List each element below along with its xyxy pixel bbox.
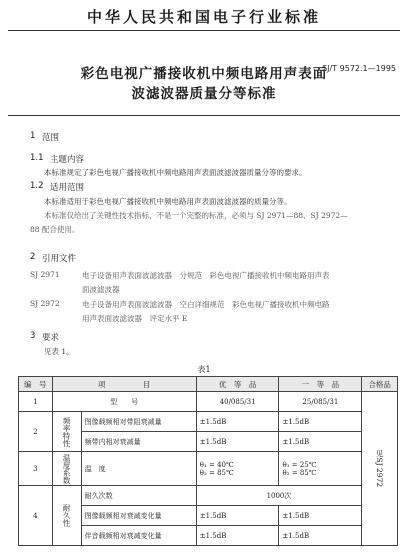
row-4c-first: ±1.5dB <box>279 526 362 546</box>
row-2a-label: 图像载频相对带阻衰减量 <box>81 412 196 432</box>
header-rule <box>8 30 400 31</box>
section-2-number: 2 <box>30 252 36 262</box>
section-1-title: 范围 <box>42 133 60 143</box>
qualified-column-note: 见SJ 2972 <box>362 392 398 546</box>
ref-1-text-2: 面波滤波器 <box>82 285 120 294</box>
section-3-number: 3 <box>30 331 36 341</box>
section-2-title: 引用文件 <box>42 254 77 264</box>
row-4c-premium: ±1.5dB <box>196 526 279 546</box>
row-1-first: 25/085/31 <box>279 392 362 412</box>
row-1-premium: 40/085/31 <box>196 392 279 412</box>
row-2-num: 2 <box>19 412 53 452</box>
header-first: 一 等 品 <box>279 377 362 392</box>
header-num: 编 号 <box>19 377 53 392</box>
row-3-first-line-2: θ₂ = 85℃ <box>282 468 317 477</box>
row-2-group: 频率特性 <box>52 412 81 452</box>
ref-2-text-2: 用声表面波滤波器 评定水平 E <box>82 314 188 323</box>
row-2b-premium: ±1.5dB <box>196 432 279 452</box>
row-4b-label: 图像载频相对衰减变化量 <box>81 506 196 526</box>
row-3-first-line-1: θ₁ = 25℃ <box>282 460 317 469</box>
row-3-group: 温度系数 <box>52 452 81 486</box>
row-2b-first: ±1.5dB <box>279 432 362 452</box>
title-rule <box>8 115 400 116</box>
row-3-premium <box>196 452 279 486</box>
industry-standard-header: 中华人民共和国电子行业标准 <box>86 8 321 26</box>
table-row <box>19 412 398 432</box>
table-caption: 表1 <box>197 365 211 374</box>
row-4-group: 耐久性 <box>52 486 81 546</box>
section-1-1-number: 1.1 <box>30 153 44 163</box>
row-1-item: 型 号 <box>52 392 196 412</box>
ref-1-text-1: 电子设备用声表面波滤波器 分规范 彩色电视广播接收机中频电路用声表 <box>82 271 330 280</box>
ref-1-code: SJ 2971 <box>30 270 60 279</box>
row-4c-label: 伴音载频相对衰减变化量 <box>81 526 196 546</box>
section-1-1-title: 主题内容 <box>50 155 85 165</box>
header-premium: 优 等 品 <box>196 377 279 392</box>
section-3-title: 要求 <box>42 333 60 343</box>
row-4a-value: 1000次 <box>196 486 362 506</box>
ref-2-code: SJ 2972 <box>30 299 60 308</box>
section-1-2-title: 适用范围 <box>50 183 85 193</box>
section-1-number: 1 <box>30 131 36 141</box>
row-2a-premium: ±1.5dB <box>196 412 279 432</box>
standard-number: SJ/T 9572.1—1995 <box>322 64 396 73</box>
row-3-premium-line-1: θ₁ = 40℃ <box>199 460 234 469</box>
title-line-2: 波滤波器质量分等标准 <box>131 86 277 102</box>
row-4-num: 4 <box>19 486 53 546</box>
ref-2-text-1: 电子设备用声表面波滤波器 空白详细规范 彩色电视广播接收机中频电路 <box>82 300 330 309</box>
row-4a-label: 耐久次数 <box>81 486 196 506</box>
title-line-1: 彩色电视广播接收机中频电路用声表面 <box>80 66 328 82</box>
row-3-label: 温 度 <box>81 452 196 486</box>
section-3-text: 见表 1。 <box>44 347 74 356</box>
section-1-2-number: 1.2 <box>30 181 44 191</box>
header-item: 项 目 <box>52 377 196 392</box>
table-row <box>19 486 398 506</box>
section-1-2-text-2: 本标准仅给出了关键性技术指标，不是一个完整的标准，必须与 SJ 2971—88、SJ 2972— <box>44 211 348 220</box>
row-4b-first: ±1.5dB <box>279 506 362 526</box>
header-qualified: 合格品 <box>362 377 398 392</box>
row-1-num: 1 <box>19 392 53 412</box>
section-1-2-text-1: 本标准适用于彩色电视广播接收机中频电路用声表面波滤波器的质量分等。 <box>44 197 292 206</box>
row-3-num: 3 <box>19 452 53 486</box>
table-row <box>19 392 398 412</box>
row-4b-premium: ±1.5dB <box>196 506 279 526</box>
table-row <box>19 452 398 486</box>
section-1-2-text-3: 88 配合使用。 <box>30 225 80 234</box>
row-2b-label: 频带内相对衰减量 <box>81 432 196 452</box>
row-2a-first: ±1.5dB <box>279 412 362 432</box>
grade-table <box>18 376 398 546</box>
table-header-row <box>19 377 398 392</box>
row-3-premium-line-2: θ₂ = 85℃ <box>199 468 234 477</box>
row-3-first <box>279 452 362 486</box>
section-1-1-text: 本标准规定了彩色电视广播接收机中频电路用声表面波滤波器质量分等的要求。 <box>44 168 307 177</box>
